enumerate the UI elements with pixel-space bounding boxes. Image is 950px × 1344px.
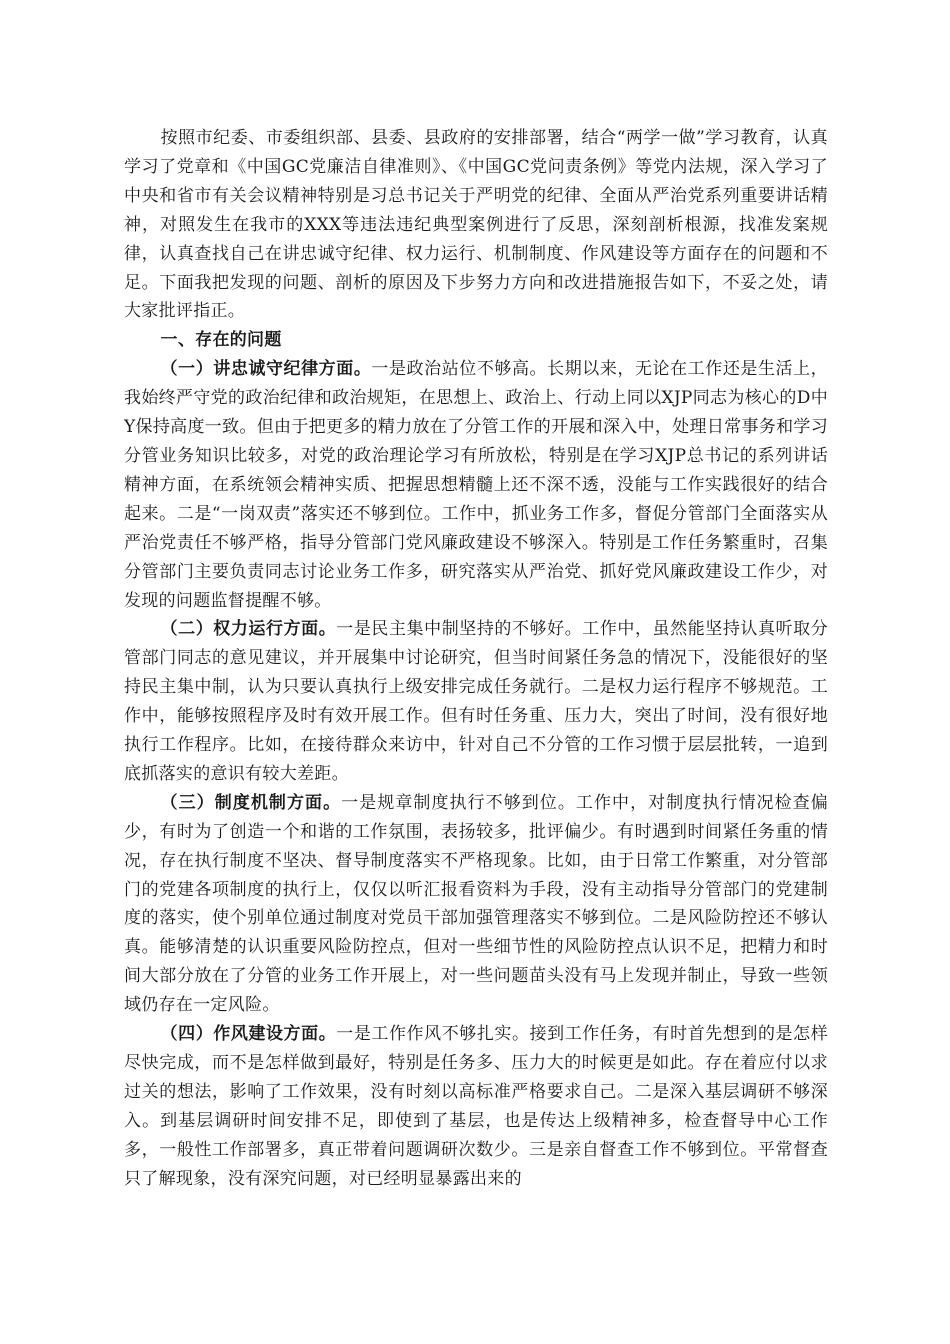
section-paragraph-discipline <box>124 355 828 615</box>
section-body-system: 一是规章制度执行不够到位。工作中，对制度执行情况检查偏少，有时为了创造一个和谐的工作氛围，表扬较多，批评偏少。有时遇到时间紧任务重的情况，存在执行制度不坚决、督导制度落实不严格现象。比如，由于日常工作繁重，对分管部门的党建各项制度的执行上，仅仅以听汇报看资料为手段，没有主动指导分管部门的党建制度的落实，使个别单位通过制度对党员干部加强管理落实不够到位。二是风险防控还不够认真。能够清楚的认识重要风险防控点，但对一些细节性的风险防控点认识不足，把精力和时间大部分放在了分管的业务工作开展上，对一些问题苗头没有马上发现并制止，导致一些领域仍存在一定风险。 <box>124 792 829 1016</box>
section-title-style: （四）作风建设方面。 <box>160 1024 337 1045</box>
section-body-style: 一是工作作风不够扎实。接到工作任务，有时首先想到的是怎样尽快完成，而不是怎样做到最好，特别是任务多、压力大的时候更是如此。存在着应付以求过关的想法，影响了工作效果，没有时刻以高标准严格要求自己。二是深入基层调研不够深入。到基层调研时间安排不足，即使到了基层，也是传达上级精神多，检查督导中心工作多，一般性工作部署多，真正带着问题调研次数少。三是亲自督查工作不够到位。平常督查只了解现象，没有深究问题，对已经明显暴露出来的 <box>124 1024 828 1189</box>
section-body-discipline: 一是政治站位不够高。长期以来，无论在工作还是生活上，我始终严守党的政治纪律和政治规矩，在思想上、政治上、行动上同以XJP同志为核心的D中Y保持高度一致。但由于把更多的精力放在了分管工作的开展和深入中，处理日常事务和学习分管业务知识比较多，对党的政治理论学习有所放松，特别是在学习XJP总书记的系列讲话精神方面，在系统领会精神实质、把握思想精髓上还不深不透，没能与工作实践很好的结合起来。二是“一岗双责”落实还不够到位。工作中，抓业务工作多，督促分管部门全面落实从严治党责任不够严格，指导分管部门党风廉政建设不够深入。特别是工作任务繁重时，召集分管部门主要负责同志讨论业务工作多，研究落实从严治党、抓好党风廉政建设工作少，对发现的问题监督提醒不够。 <box>124 359 828 611</box>
section-title-power: （二）权力运行方面。 <box>160 619 337 640</box>
section-paragraph-system <box>124 789 828 1020</box>
document-page <box>124 124 828 1194</box>
section-title-system: （三）制度机制方面。 <box>160 792 342 813</box>
section-title-discipline: （一）讲忠诚守纪律方面。 <box>160 359 372 380</box>
section-body-power: 一是民主集中制坚持的不够好。工作中，虽然能坚持认真听取分管部门同志的意见建议，并开展集中讨论研究，但当时间紧任务急的情况下，没能很好的坚持民主集中制，认为只要认真执行上级安排完成任务就行。二是权力运行程序不够规范。工作中，能够按照程序及时有效开展工作。但有时任务重、压力大，突出了时间，没有很好地执行工作程序。比如，在接待群众来访中，针对自己不分管的工作习惯于层层批转，一追到底抓落实的意识有较大差距。 <box>124 619 828 784</box>
section-heading: 一、存在的问题 <box>160 330 282 351</box>
intro-paragraph: 按照市纪委、市委组织部、县委、县政府的安排部署，结合“两学一做”学习教育，认真学习了党章和《中国GC党廉洁自律准则》、《中国GC党问责条例》等党内法规，深入学习了中央和省市有关会议精神特别是习总书记关于严明党的纪律、全面从严治党系列重要讲话精神，对照发生在我市的XXX等违法违纪典型案例进行了反思，深刻剖析根源，找准发案规律，认真查找自己在讲忠诚守纪律、权力运行、机制制度、作风建设等方面存在的问题和不足。下面我把发现的问题、剖析的原因及下步努力方向和改进措施报告如下，不妥之处，请大家批评指正。 <box>124 128 828 322</box>
section-paragraph-style <box>124 1020 828 1193</box>
section-paragraph-power <box>124 615 828 788</box>
